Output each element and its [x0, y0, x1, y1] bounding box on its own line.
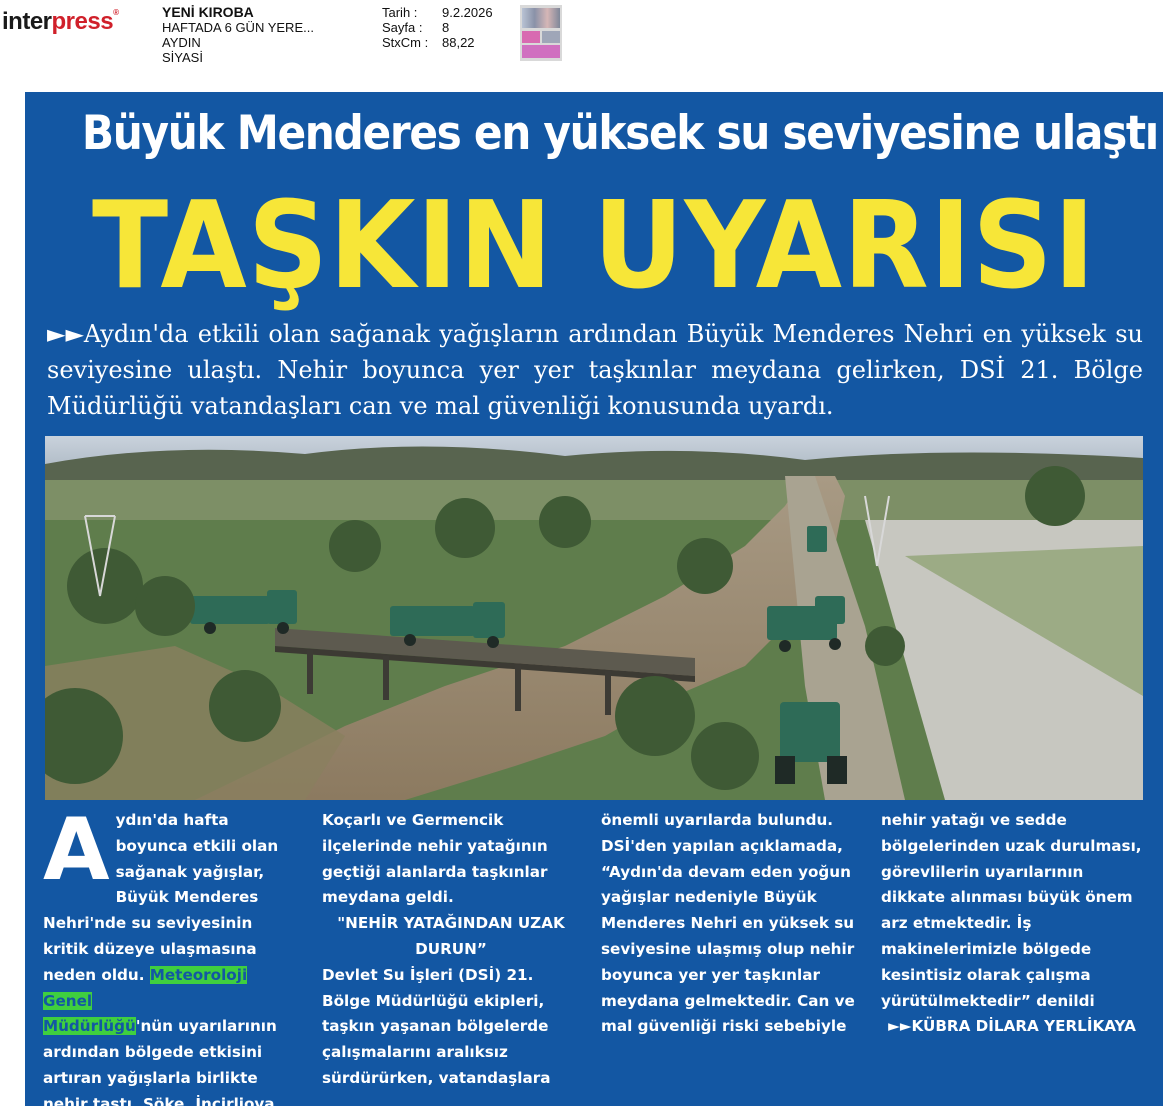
column-2-text-b: Devlet Su İşleri (DSİ) 21. Bölge Müdürlüğü ekipleri, taşkın yaşanan bölgelerde çalışmalarını aralıksız sürdürürken, vatandaşlara: [322, 965, 551, 1087]
highlight-meteoroloji: Meteoroloji: [149, 965, 248, 984]
article-column-1: [43, 800, 301, 1118]
logo-text-inter: inter: [2, 8, 52, 35]
date-label: Tarih :: [382, 5, 418, 20]
stxcm-value: 88,22: [442, 35, 475, 50]
thumbnail-block: [542, 31, 560, 43]
column-4-text: nehir yatağı ve sedde bölgelerinden uzak durulması, görevlilerin uyarılarının dikkate alınması büyük önem arz etmektedir. İş makinelerimizle bölgede kesintisiz olarak çalışma yürütülmektedir” denildi: [881, 811, 1142, 1010]
publication-name: YENİ KIROBA: [162, 4, 254, 20]
article-panel: [25, 92, 1163, 1113]
highlight-genel: Genel: [43, 991, 93, 1010]
article-column-4: [881, 808, 1143, 1040]
highlight-mudurlugu: Müdürlüğü: [43, 1017, 136, 1036]
clipping-details: [382, 5, 512, 50]
column-1-text-a: ydın'da hafta boyunca etkili olan sağanak yağışlar, Büyük Menderes Nehri'nde su seviyesinin kritik düzeye ulaşmasına neden oldu.: [43, 811, 279, 984]
publication-city: AYDIN: [162, 35, 201, 50]
drop-cap: A: [43, 800, 110, 900]
article-byline: ►►KÜBRA DİLARA YERLİKAYA: [888, 1017, 1136, 1036]
publication-section: SİYASİ: [162, 50, 203, 65]
river-flood-photo: [45, 436, 1143, 800]
article-body: [25, 800, 1163, 1113]
stxcm-label: StxCm :: [382, 35, 429, 50]
thumbnail-block: [522, 45, 560, 58]
column-1-text-b: 'nün uyarılarının ardından bölgede etkisini artıran yağışlarla birlikte nehir taştı, Söke, İncirliova,: [43, 1017, 281, 1113]
article-title: TAŞKIN UYARISI: [92, 177, 1096, 316]
thumbnail-block: [522, 31, 540, 43]
article-lede: ►►Aydın'da etkili olan sağanak yağışların ardından Büyük Menderes Nehri en yüksek su seviyesine ulaştı. Nehir boyunca yer yer taşkınlar meydana gelirken, DSİ 21. Bölge Müdürlüğü vatandaşları can ve mal güvenliği konusunda uyardı.: [47, 320, 1143, 420]
article-headline: Büyük Menderes en yüksek su seviyesine ulaştı: [81, 106, 1158, 161]
page-value: 8: [442, 20, 450, 35]
article-subhead: "NEHİR YATAĞINDAN UZAK DURUN”: [337, 914, 565, 958]
page-label: Sayfa :: [382, 20, 423, 35]
column-3-text: önemli uyarılarda bulundu. DSİ'den yapılan açıklamada, “Aydın'da devam eden yoğun yağışlar nedeniyle Büyük Menderes Nehri en yüksek su seviyesine ulaşmış olup nehir boyunca yer yer taşkınlar meydana gelmektedir. Can ve mal güvenliği riski sebebiyle: [601, 811, 855, 1036]
logo-registered-mark: ®: [113, 8, 119, 17]
article-column-3: [601, 808, 859, 1040]
date-value: 9.2.2026: [442, 5, 493, 20]
publication-frequency: HAFTADA 6 GÜN YERE...: [162, 20, 314, 35]
logo-text-press: press: [51, 8, 114, 35]
thumbnail-block: [522, 8, 560, 28]
publication-info: [162, 5, 314, 65]
article-column-2: [322, 808, 580, 1092]
column-2-text-a: Koçarlı ve Germencik ilçelerinde nehir yatağının geçtiği alanlarda taşkınlar meydana geldi.: [322, 811, 548, 907]
page-thumbnail[interactable]: [520, 5, 562, 61]
interpress-logo: [2, 8, 118, 36]
